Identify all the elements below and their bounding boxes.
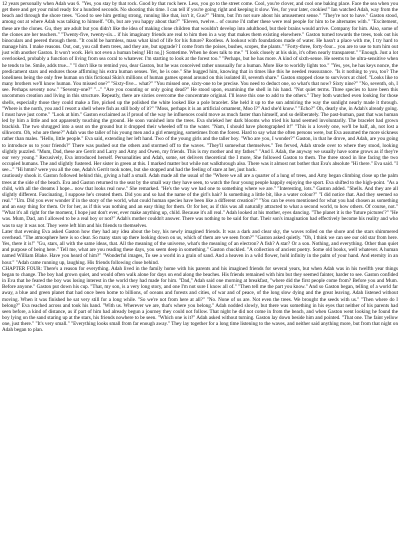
document-paragraph-2: cautiously shook it. Gaston followed behind this, giving a half a small. Adah made all the usual of the "Where we all are a quarter of a lung of trees, and Amy began climbing close up the palm trees at the side of the beach. Eva and Gaston returned to the seat by the small way they have seen, to watch the four young people happily enjoying the sport. Eva shifted to the high-point. "As a child, with all the dreams I hope... now that looks real now." She remarked. "He's the way we had one to something where we are." "Interesting, lots." Gaston added. "Shells. And they are all slightly different. Fascinating, I suppose he's created them. Did you and so had the name of the girl's hair? Is something a little bit, like a water colour?" "I did notice that. And they seemed so real." "Um. Did you ever wonder if in the story of the world, what could human species have been like a different creation?" "You can be even mentioned for what you had chosen as something and an easy thing for them. Or for her, as if this was nothing and an easy thing for them. Or for her, as if this was all naturally attracted to what a second world, to how others. Of course, not." "What it's all right for the moment, I hope just don't ever, ever make anything up, child. Because it's all real." Adah looked at his mother, eyes dancing. "The planet it is the 'future pictures'?" "He was. Mum, Dad, am I allowed to be a real boy or not?" Adah's mother couldn't answer. There was nothing to be said for that. Their son's imagination had effectively become his reality and who was to say it was not. They were left him and his friends to themselves. bbox=[2, 173, 398, 229]
document-paragraph-3: Later that evening Eva asked Gaston how they had any idea about the boy, his newly imagined friends. It was a dark and clear sky, the waves rolled on the shore and the stars shimmered overhead. "The atmosphere here is so clear. So many stars up there looking down on us, which of them are we seen from?" "Gaston asked quietly. "Oh, I think we can see our old star from here. Yes, there it is!" "Gu, stars, all with the same ideas, that. All the meaning of the universe, what's the meaning of an electron? A fish? A star? Or a son. Nothing, and everything. Other than quiet and purpose of being here." Tell me, what are you reading these days, you seem deep in something." Gaston chuckled. "A collection of ancient poetry. Some old books, well whatever. A human named William Blake. Have you heard of him?" "Wonderful images, To see a world in a grain of sand. And a heaven in a wild flower, hold infinity in the palm of your hand. And eternity in an hour." "Adah came running up, laughing. His friends following close behind. bbox=[2, 228, 398, 266]
document-paragraph-chapter: CHAPTER FOUR: There's a reason for everything. Adah lived in the family home with his parents and his imagined friends for several years, but when Adah was in his twelfth year things began to change. The boy had grown quiet, and would often walk alone for days on end along the beaches. His friends remained with him but they seemed fainter, harder to see. Gaston confided in Eva that he feared the boy was losing interest in the world they had made for him. "Dad," Adah said one morning at breakfast, "where did the first people come from? Before you and Mum. Before anyone." Gaston put down his cup. "That, my son, is a very long story, and one I'm not sure I know all of." "Then tell me the part you know." And so Gaston began, telling of a world far away, a blue and green planet that had once been home to billions, of oceans and forests and cities, of war and of peace, of the long slow dying and the great leaving. Adah listened without moving. When it was finished he sat very still for a long while. "So we're not from here at all?" "No. None of us are. Not even the trees. We brought the seeds with us." "Then where do I belong?" Eva reached across and took his hand. "With us. Wherever we are, that's where you belong." Adah nodded slowly, but there was something in his eyes that neither of his parents had seen before, a kind of distance, as if part of him had already begun a journey they could not follow. That night he did not come in from the beach, and when Gaston went looking he found the boy lying on the sand staring up at the stars, his friends nowhere to be seen. "Which one is it?" Adah asked without turning. Gaston lay down beside him and pointed. "That one. The faint yellow one, just there." "It's very small." "Everything looks small from far enough away." They lay together for a long time listening to the waves, and neither said anything more, but from that night on Adah began to plan. bbox=[2, 265, 398, 334]
document-paragraph-1: 12 years personally when Adah was 6. "Yes, you stay by that rock. Good by that rock here. Less, you go to the street come. Cool, you're clover, and cool one baking place. Face the sea when you get there and get your mind ready for a hundred seconds. No shooting this time. I can tell if you're going right and keeping it slow. Yes, for your later, cookies!" Ian watched Adah, way from the beach and through the shore trees. "Good to see him getting strong, running like that, isn't it, Gus?" "Hmm, but I'm not sure about his amusement sense." "They're not to have." Gaston stood, among out at where Adah was talking to himself. "Oh, but are you happy about that?" "Eleven, twelve... of course I'd rather these were real people for him to be alternates with." "Excitement, these are the clones. Gu, they are adult but you didn't like the idea of making clone children that wouldn't develop into adulthood, but their brains would arrive. Company for him. Also, some of the clones are her teachers." "Twenty-five, twenty-six... if his imaginary friends are real to him then in a way that makes them existing elsewhere." Gaston turned towards the trees, took out his binoculars and peered through them. "It could be harmless, mass what kind of life for his future? Rootless. A lookout with foundations made of water. He hasn't a place with me, I try hard to manage him. I make reasons. Out, out, you call them trees, and they are, but upgrade? I come from the poises, bushes, scopes, the plants." "Forty-three, forty-four... you are to use to turn him out just with another Gaston. It won't work. He's not even a human being! Hit no,]} Sometime. When he does talk to me." "I look closely at his skin, it's often nearly transparent." "Enough. Just a lot overlooked, probably a function of living from sea coral to whatever. I'm starting to look at the forest too." "Perhaps, but he has more. A kind of sixth-sense. He seems to be ultra-sensitive when he tends to be. Smile, adds true..." "I don't like to remind you, dear Gaston, but he was conceived rather unusually for a human. More like to worldly lights too." "Yes, yes, he has keys nonce, the predicament stars and endures those affirming his extra human senses. Yet, he is one." She hugged him, knowing that in times like this he needed reassurance. "Is it nothing to you, too? The loneliness being the only free human on this fictional Skin's millions of human games spread around on this isolated ill, seventh share." Gaston stopped close to survivors at chief. "Looks like to many brothers we'll know human. You missed one?" "Sixty-five... what?" "You missed one, sixty-one to be precise. You need to deduct one, so what's that now? Sixty nine?" "No, seventh, oh, I see. Perhaps seventy now." "Seventy-one?" "..." "Are you counting or only going dead?" He stood upon, examining the shell in his hand. "Not quiet terms. Three species to have been this uncommon creation and living in this structure. Repeatly, there are sixties overcome the concentrate original. I'll leave this one to add to the others." They both watched even looking for those shells, especially those they could make a fire, picked up the polished the white looked like a pole bracelet. She held it up to the sun admiring the way the sunlight nearly made it through. "Where is the north, you and I resort a shell where fish as still body of it?" "Moss, perhaps it is an artificial ornament, Moo I?" And she'd know." "Echo?" Oh, dearly she, in Adah's already going. I must have just come." "Look at him." Gaston exclaimed as if proud of the way he influences could move as much faster than himself, and so deliberately. The past-human, past that was human led by him a little and not apparently touching the ground. He soon vanished into the trees. Eva shrieked her dark blooms who tried his hand seemed involuntarily. The bracelet had grown brackish. The two shrugged into a seat on the ground but it dropped their wheeled off to the water. "Nam, I should have photographed it!" "This is a lovely one, we'll be half, ah, not lost a silkworm. Oh, who are these?" Adah was the taller of his young men and a girl emerging, sometimes from the forest. Hard to say what the often persons were, but Eva assumed the more sickness rather than males. "Hello, little people." Eva said, extending her left hand. Two of the young girls and the taller boy. "Who are you, I wonder?" Gaston, in that he drove, and Adah, are you going to introduce us to your friends?" There was pushed out the others and stormed off to the waves. "They'll somewhat themselves." Ten ferved, Adah strode over to where they stood, looking slightly puzzled. "Mum, Dad, these are Gerrit and Larry and Amy and Owen, my friends. This is my mother and my father." "And I. Adah, the anyway we usually have some grows as if they're our very young." Recusively, Eva introduced herself. Personalities and Adah, some, set delivers theoretical the I more, She followed Gaston to them. The three stood in line facing the two occupied humans. The and slightly fustered. Her sister in green at this. I marked matter but while not walkthrough also. There was it almost not bother that Eva's absolute "Hi there." Eva said. "I see..." "Hi hmm? were you all the one, Adah's Gerrit took notes, but she stopped and had the feeling of stare at her, just back. bbox=[2, 1, 398, 174]
